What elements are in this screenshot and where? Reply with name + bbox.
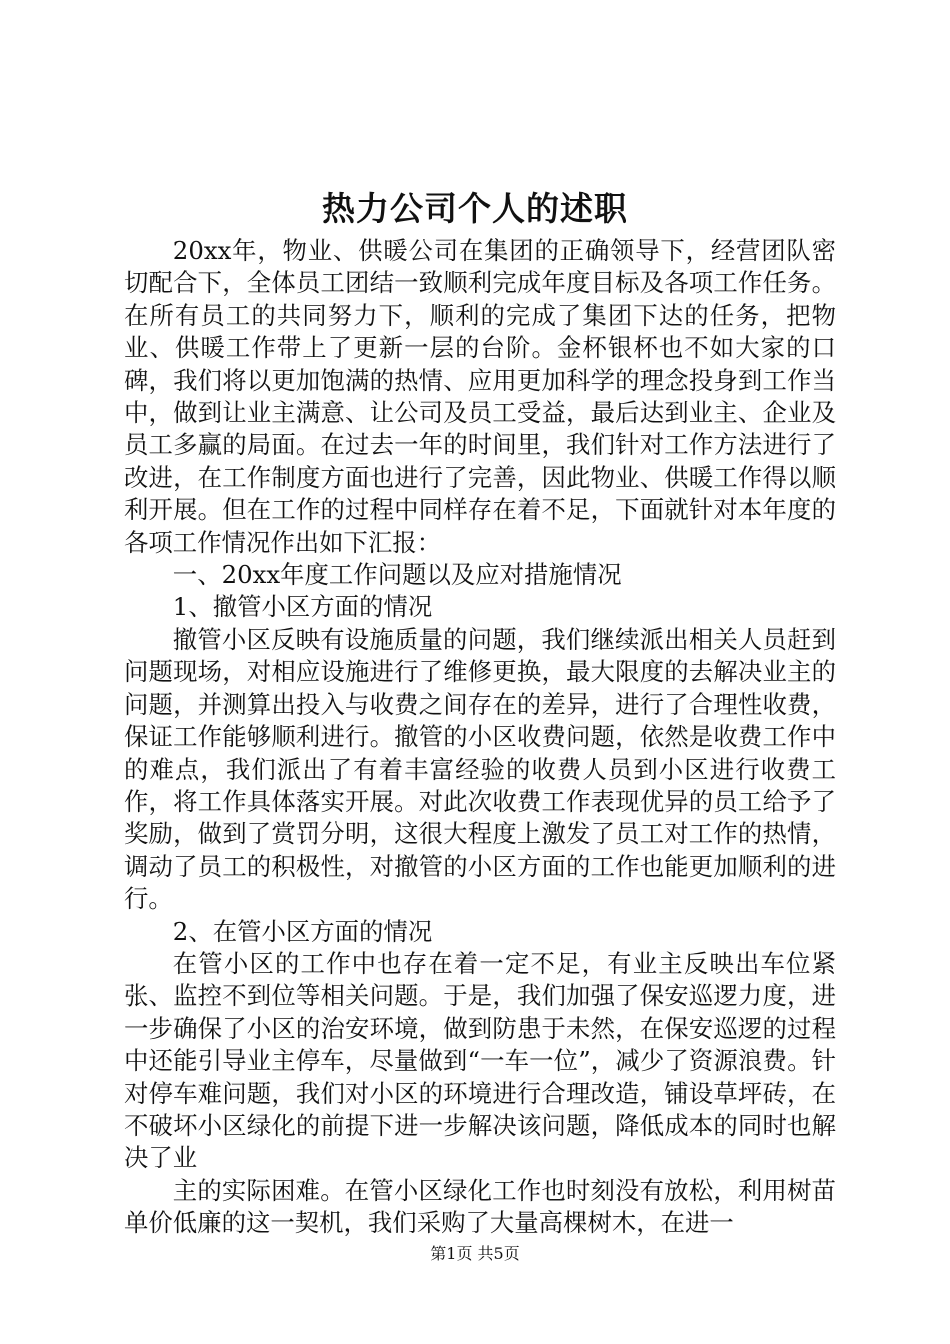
paragraph-subsection-2: 在管小区的工作中也存在着一定不足，有业主反映出车位紧张、监控不到位等相关问题。于是，我们加强了保安巡逻力度，进一步确保了小区的治安环境，做到防患于未然，在保安巡逻的过程中还能引导业主停车，尽量做到“一车一位”，减少了资源浪费。针对停车难问题，我们对小区的环境进行合理改造，铺设草坪砖，在不破坏小区绿化的前提下进一步解决该问题，降低成本的同时也解决了业	[124, 948, 836, 1173]
document-title: 热力公司个人的述职	[322, 189, 628, 228]
page-footer: 第1页 共5页	[430, 1244, 520, 1263]
subsection-heading-1: 1、撤管小区方面的情况	[172, 592, 433, 622]
document-body	[124, 235, 836, 1240]
subsection-heading-2: 2、在管小区方面的情况	[172, 916, 433, 946]
paragraph-continuation: 主的实际困难。在管小区绿化工作也时刻没有放松，利用树苗单价低廉的这一契机，我们采购了大量高棵树木，在进一	[124, 1175, 836, 1238]
section-heading: 一、20xx年度工作问题以及应对措施情况	[172, 560, 622, 590]
paragraph-subsection-1: 撤管小区反映有设施质量的问题，我们继续派出相关人员赶到问题现场，对相应设施进行了维修更换，最大限度的去解决业主的问题，并测算出投入与收费之间存在的差异，进行了合理性收费，保证工作能够顺利进行。撤管的小区收费问题，依然是收费工作中的难点，我们派出了有着丰富经验的收费人员到小区进行收费工作，将工作具体落实开展。对此次收费工作表现优异的员工给予了奖励，做到了赏罚分明，这很大程度上激发了员工对工作的热情，调动了员工的积极性，对撤管的小区方面的工作也能更加顺利的进行。	[124, 624, 836, 914]
paragraph-intro: 20xx年，物业、供暖公司在集团的正确领导下，经营团队密切配合下，全体员工团结一致顺利完成年度目标及各项工作任务。在所有员工的共同努力下，顺利的完成了集团下达的任务，把物业、供暖工作带上了更新一层的台阶。金杯银杯也不如大家的口碑，我们将以更加饱满的热情、应用更加科学的理念投身到工作当中，做到让业主满意、让公司及员工受益，最后达到业主、企业及员工多赢的局面。在过去一年的时间里，我们针对工作方法进行了改进，在工作制度方面也进行了完善，因此物业、供暖工作得以顺利开展。但在工作的过程中同样存在着不足，下面就针对本年度的各项工作情况作出如下汇报：	[124, 236, 836, 557]
